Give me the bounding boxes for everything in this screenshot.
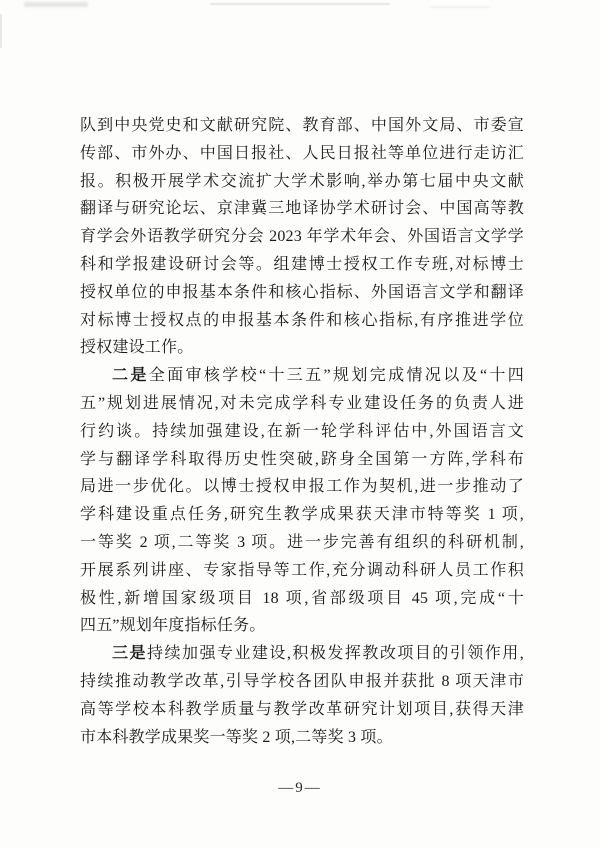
text-line: 学与翻译学科取得历史性突破,跻身全国第一方阵,学科布 <box>80 450 524 468</box>
text-line: 学科建设重点任务,研究生教学成果获天津市特等奖 1 项, <box>80 506 524 524</box>
text-line: 四五”规划年度指标任务。 <box>80 617 266 635</box>
text-line: 育学会外语教学研究分会 2023 年学术年会、外国语言文学学 <box>80 228 524 246</box>
scan-artifact <box>0 14 2 48</box>
page-number: —9— <box>278 780 322 796</box>
text-line: 一等奖 2 项,二等奖 3 项。进一步完善有组织的科研机制, <box>80 533 524 551</box>
paragraph-3 <box>80 640 524 751</box>
text-line: 行约谈。持续加强建设,在新一轮学科评估中,外国语言文 <box>80 422 524 440</box>
text-line: 授权单位的申报基本条件和核心指标、外国语言文学和翻译 <box>80 283 524 301</box>
text-line: 三是持续加强专业建设,积极发挥教改项目的引领作用, <box>112 645 524 663</box>
text-line: 二是全面审核学校“十三五”规划完成情况以及“十四 <box>112 367 524 385</box>
text-line: 市本科教学成果奖一等奖 2 项,二等奖 3 项。 <box>80 728 393 746</box>
text-line: 报。积极开展学术交流扩大学术影响,举办第七届中央文献 <box>80 172 524 190</box>
bold-lead-in: 二是 <box>112 367 149 385</box>
text-line: 极性,新增国家级项目 18 项,省部级项目 45 项,完成“十 <box>80 589 524 607</box>
scan-artifact <box>430 6 490 8</box>
text-line: 授权建设工作。 <box>80 339 194 357</box>
bold-lead-in: 三是 <box>112 645 147 663</box>
text-line: 对标博士授权点的申报基本条件和核心指标,有序推进学位 <box>80 311 524 329</box>
text-line: 高等学校本科教学质量与教学改革研究计划项目,获得天津 <box>80 700 524 718</box>
scan-artifact <box>24 2 88 7</box>
text-line: 持续推动教学改革,引导学校各团队申报并获批 8 项天津市 <box>80 672 524 690</box>
paragraph-2 <box>80 362 524 640</box>
paragraph-1 <box>80 112 524 362</box>
document-text <box>80 112 524 751</box>
text-line: 局进一步优化。以博士授权申报工作为契机,进一步推动了 <box>80 478 524 496</box>
text-line: 队到中央党史和文献研究院、教育部、中国外文局、市委宣 <box>80 117 524 134</box>
scan-artifact <box>210 3 390 5</box>
text-line: 翻译与研究论坛、京津冀三地译协学术研讨会、中国高等教 <box>80 200 524 218</box>
text-line: 五”规划进展情况,对未完成学科专业建设任务的负责人进 <box>80 394 524 412</box>
text-line: 科和学报建设研讨会等。组建博士授权工作专班,对标博士 <box>80 255 524 273</box>
text-line: 传部、市外办、中国日报社、人民日报社等单位进行走访汇 <box>80 144 524 162</box>
text-line: 开展系列讲座、专家指导等工作,充分调动科研人员工作积 <box>80 561 524 579</box>
